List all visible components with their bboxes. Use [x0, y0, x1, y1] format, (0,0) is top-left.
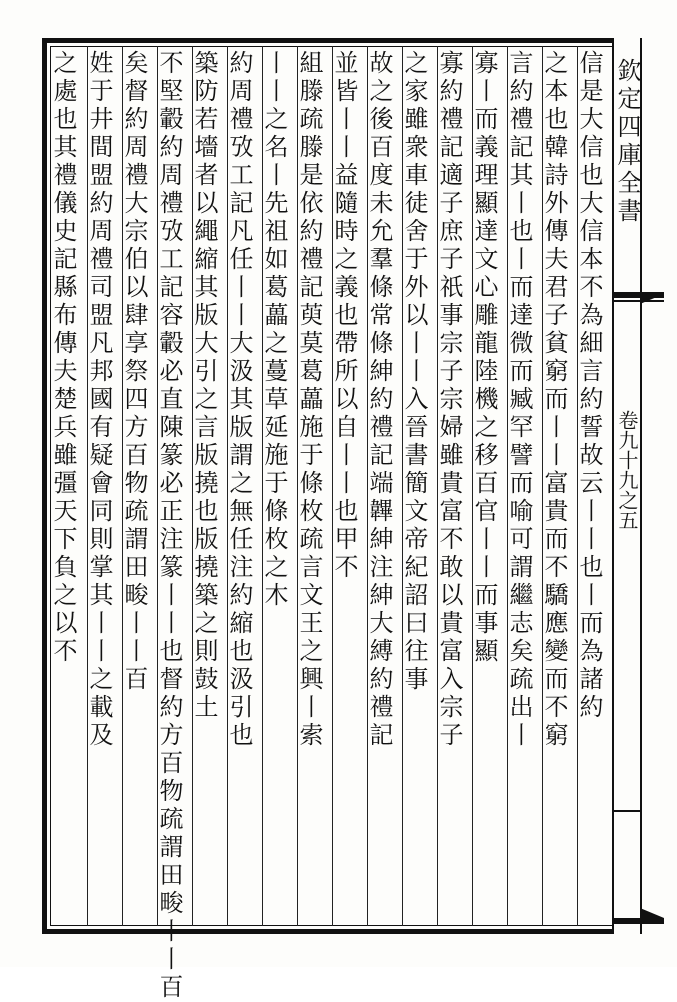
- text-column: 之本也韓詩外傳夫君子貧窮而丨丨富貴而不驕應變而不窮: [540, 50, 568, 750]
- text-column: 丨丨之名丨先祖如葛藟之蔓草延施于條枚之木: [260, 50, 288, 610]
- text-column: 約周禮攷工記凡任丨丨大汲其版謂之無任注約縮也汲引也: [225, 50, 253, 750]
- text-column: 築防若墻者以繩縮其版大引之言版撓也版撓築之則鼓土: [190, 50, 218, 722]
- text-column: 之處也其禮儀史記縣布傳夫楚兵雖彊天下負之以不: [49, 50, 77, 666]
- margin-volume: 卷九十九之五: [615, 410, 639, 530]
- text-column: 之家雖衆車徒舍于外以丨丨入晉書簡文帝紀詔曰往事: [400, 50, 428, 694]
- margin-rule: [612, 300, 664, 302]
- fishtail-mark: [640, 908, 664, 918]
- text-column: 寡約禮記適子庶子祇事宗子宗婦雖貴富不敢以貴富入宗子: [435, 50, 463, 750]
- margin-rule: [612, 918, 664, 924]
- text-column: 寡丨而義理顯達文心雕龍陸機之移百官丨丨而事顯: [470, 50, 498, 666]
- text-column: 組滕疏滕是依約禮記萸莫葛藟施于條枚疏言文王之興丨索: [295, 50, 323, 750]
- text-column: 姓于井間盟約周禮司盟凡邦國有疑會同則掌其丨丨之載及: [85, 50, 113, 750]
- text-column: 並皆丨丨益隨時之義也帶所以自丨丨也甲不: [330, 50, 358, 582]
- margin-title: 欽定四庫全書: [613, 58, 641, 226]
- text-column: 故之後百度未允羣條常條紳約禮記端韠紳注紳大縛約禮記: [365, 50, 393, 750]
- text-column: 不堅轂約周禮攷工記容轂必直陳篆必正注篆丨丨也督約方百物疏謂田畯丨丨百: [155, 50, 183, 1002]
- text-column: 矣督約周禮大宗伯以肆享祭四方百物疏謂田畯丨丨百: [120, 50, 148, 694]
- margin-rule: [612, 810, 642, 812]
- text-column: 言約禮記其丨也丨而達微而臧罕譬而喻可謂繼志矣疏出丨: [505, 50, 533, 750]
- text-column: 信是大信也大信本不為細言約誓故云丨丨也丨而為諸約: [575, 50, 603, 722]
